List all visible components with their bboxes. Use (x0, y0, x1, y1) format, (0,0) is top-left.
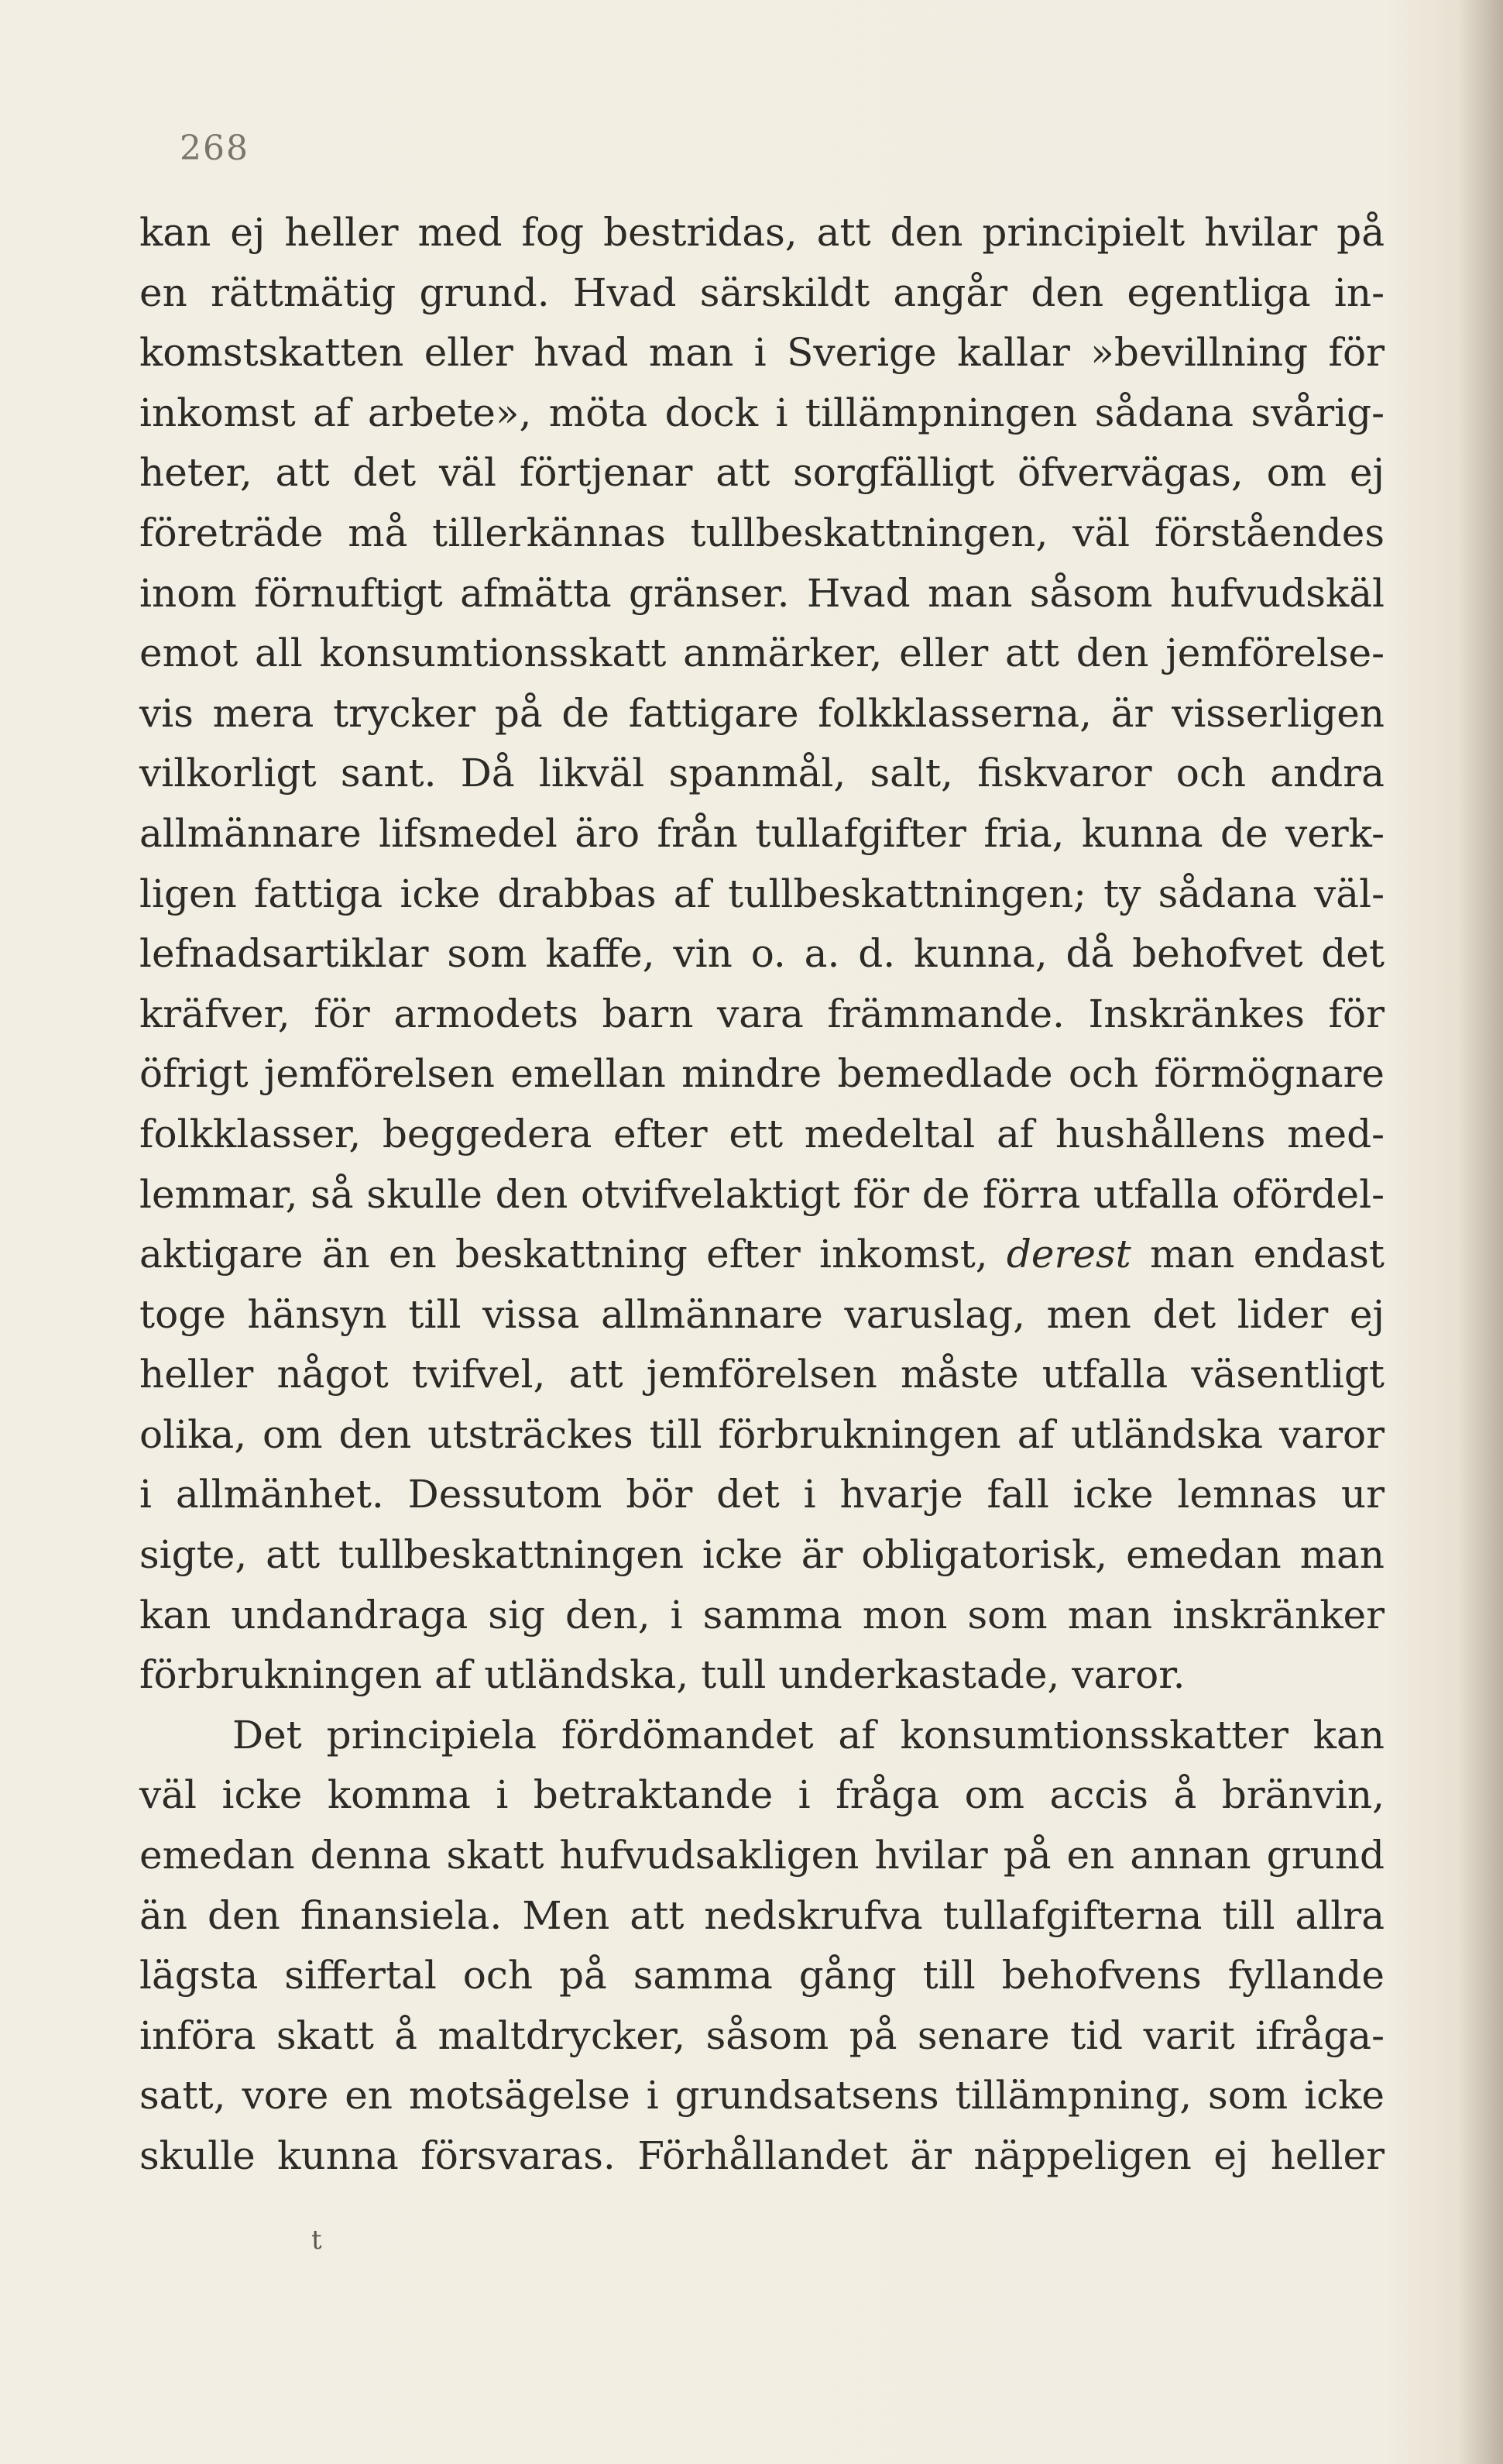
text-line: satt, vore en motsägelse i grundsatsens tillämpning, som icke (139, 2073, 1385, 2119)
text-line: komstskatten eller hvad man i Sverige kallar »bevillning för (139, 330, 1385, 376)
text-line: än den finansiela. Men att nedskrufva tullafgifterna till allra (139, 1892, 1385, 1938)
text-line: kan undandraga sig den, i samma mon som man inskränker (139, 1592, 1385, 1638)
text-line: öfrigt jemförelsen emellan mindre bemedlade och förmögnare (139, 1051, 1385, 1097)
text-line: folkklasser, beggedera efter ett medeltal af hushållens med- (139, 1111, 1385, 1156)
text-line: företräde må tillerkännas tullbeskattningen, väl förståendes (139, 510, 1385, 555)
text-line-with-italic (139, 1225, 1385, 1285)
text-line: emot all konsumtionsskatt anmärker, eller att den jemförelse- (139, 631, 1385, 676)
text-line: skulle kunna försvaras. Förhållandet är näppeligen ej heller (139, 2133, 1385, 2178)
text-line: införa skatt å maltdrycker, såsom på senare tid varit ifråga- (139, 2012, 1385, 2058)
text-line: en rättmätig grund. Hvad särskildt angår den egentliga in- (139, 270, 1385, 315)
footer-mark: t (311, 2225, 322, 2256)
text-line: heller något tvifvel, att jemförelsen måste utfalla väsentligt (139, 1352, 1385, 1397)
page-number: 268 (180, 129, 249, 168)
text-line: allmännare lifsmedel äro från tullafgifter fria, kunna de verk- (139, 810, 1385, 856)
text-line: lägsta siffertal och på samma gång till behofvens fyllande (139, 1953, 1385, 1998)
text-line: olika, om den utsträckes till förbrukningen af utländska varor (139, 1411, 1385, 1457)
text-line: vilkorligt sant. Då likväl spanmål, salt, fiskvaror och andra (139, 751, 1385, 796)
text-line: inom förnuftigt afmätta gränser. Hvad man såsom hufvudskäl (139, 570, 1385, 616)
text-line: förbrukningen af utländska, tull underkastade, varor. (139, 1652, 1186, 1698)
text-line: kan ej heller med fog bestridas, att den principielt hvilar på (139, 210, 1385, 255)
paragraph-start-line: Det principiela fördömandet af konsumtionsskatter kan (232, 1712, 1385, 1758)
text-segment: aktigare än en beskattning efter inkomst, (139, 1232, 988, 1277)
text-line: kräfver, för armodets barn vara främmande. Inskränkes för (139, 991, 1385, 1036)
text-line: lemmar, så skulle den otvifvelaktigt för de förra utfalla ofördel- (139, 1171, 1385, 1217)
text-line: toge hänsyn till vissa allmännare varuslag, men det lider ej (139, 1291, 1385, 1337)
text-line: sigte, att tullbeskattningen icke är obligatorisk, emedan man (139, 1532, 1385, 1578)
text-segment: man endast (1149, 1232, 1385, 1277)
text-line: heter, att det väl förtjenar att sorgfälligt öfvervägas, om ej (139, 450, 1385, 496)
text-line: väl icke komma i betraktande i fråga om accis å bränvin, (139, 1772, 1385, 1818)
italic-word: derest (1006, 1232, 1131, 1277)
text-line: emedan denna skatt hufvudsakligen hvilar på en annan grund (139, 1833, 1385, 1878)
text-line: vis mera trycker på de fattigare folkklasserna, är visserligen (139, 690, 1385, 736)
text-line: i allmänhet. Dessutom bör det i hvarje fall icke lemnas ur (139, 1472, 1385, 1517)
text-line: inkomst af arbete», möta dock i tillämpningen sådana svårig- (139, 390, 1385, 435)
text-line: lefnadsartiklar som kaffe, vin o. a. d. kunna, då behofvet det (139, 931, 1385, 977)
text-line: ligen fattiga icke drabbas af tullbeskattningen; ty sådana väl- (139, 871, 1385, 916)
body-text (139, 203, 1385, 2187)
